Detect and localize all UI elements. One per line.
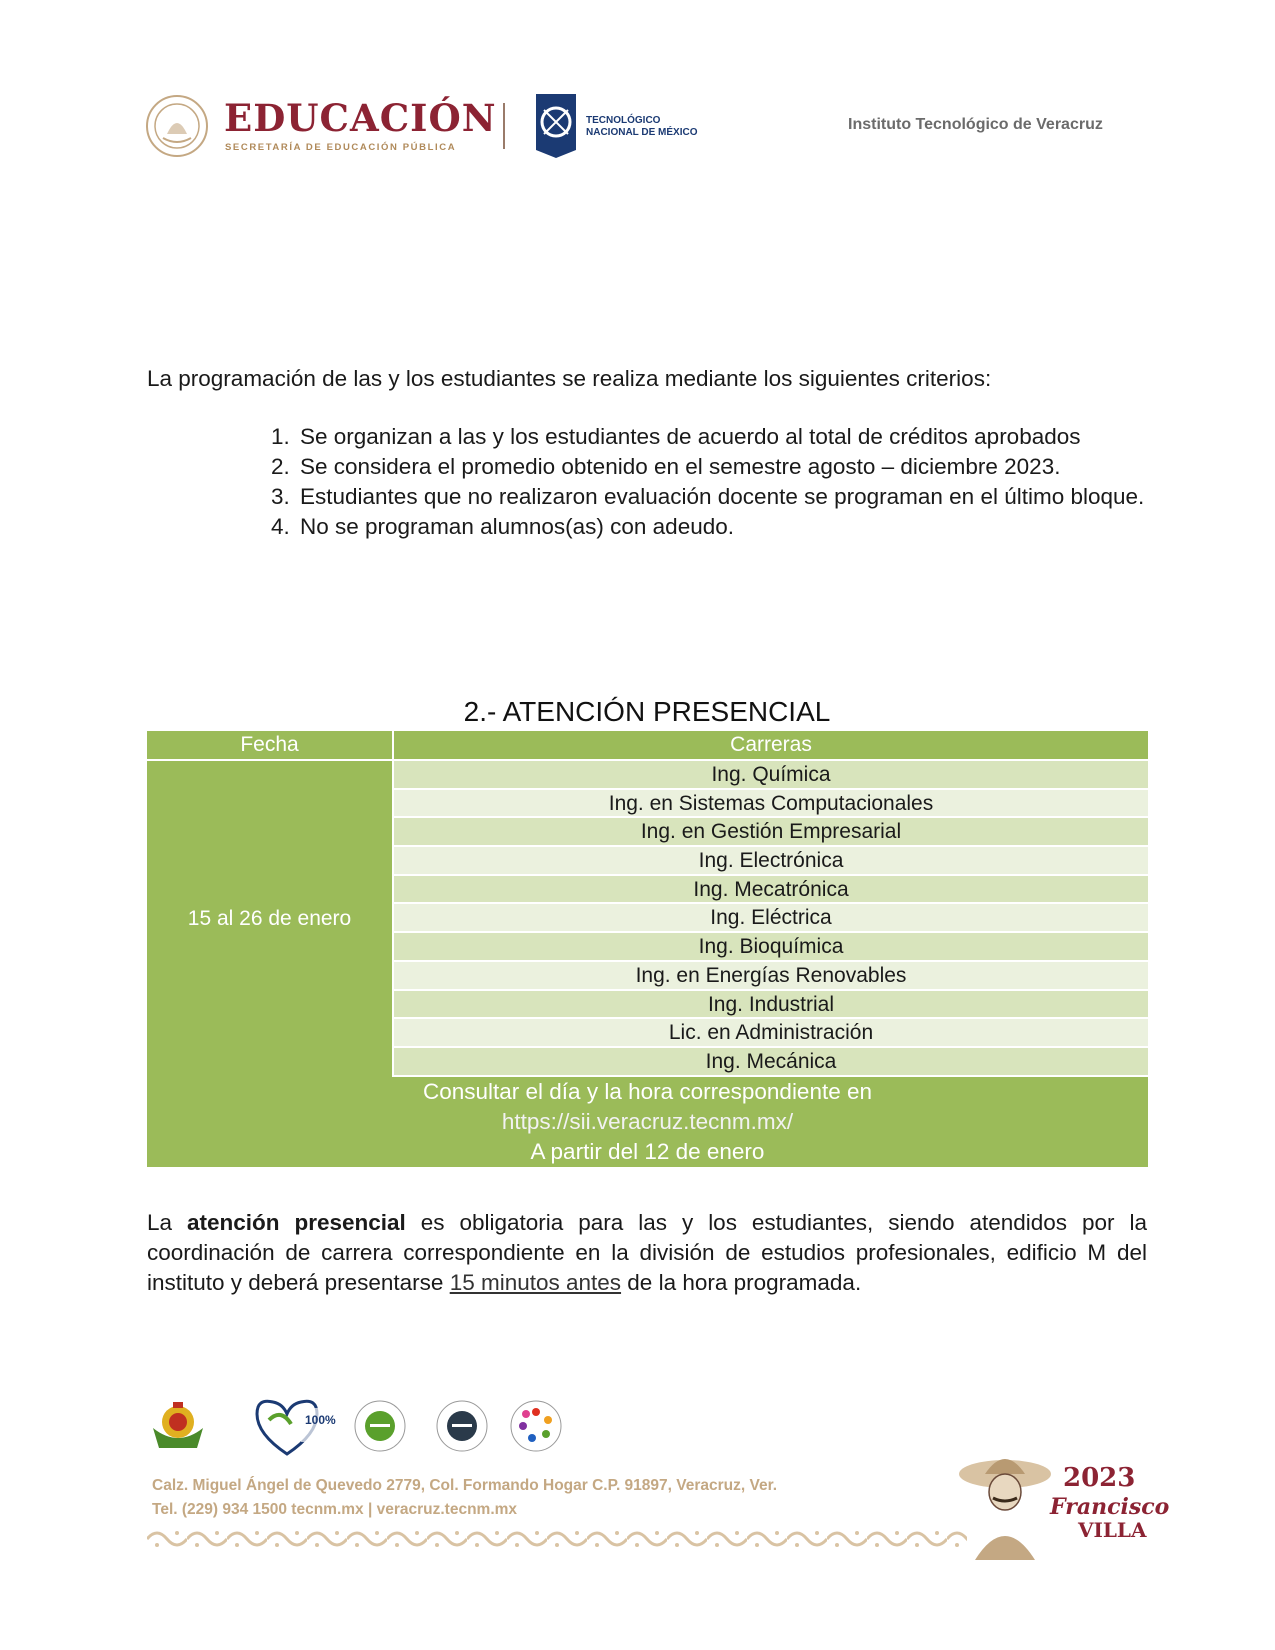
table-row: Lic. en Administración [394, 1019, 1148, 1048]
iso-14001-icon [354, 1400, 406, 1452]
closing-text-2: es obligatoria para las y los estudiantes, siendo atendidos por la coordinación de carrera correspondiente en la división de estudios profesionales, edificio M del instituto y deberá presentarse [147, 1210, 1148, 1295]
table-row: Ing. Química [394, 761, 1148, 790]
table-row: Ing. en Sistemas Computacionales [394, 790, 1148, 819]
iso-9001-icon [436, 1400, 488, 1452]
list-item: 3. Estudiantes que no realizaron evaluación docente se programan en el último bloque. [296, 482, 1192, 512]
year-2023: 2023 [1063, 1463, 1136, 1493]
villa-name-2: VILLA [1078, 1518, 1147, 1542]
table-row: Ing. en Gestión Empresarial [394, 818, 1148, 847]
list-item: 1. Se organizan a las y los estudiantes de acuerdo al total de créditos aprobados [296, 422, 1192, 452]
footer-address [152, 1474, 777, 1522]
tecnm-logo-icon [530, 90, 582, 160]
criteria-list [252, 422, 1192, 542]
closing-underline: 15 minutos antes [449, 1270, 622, 1295]
footer-line1: Consultar el día y la hora correspondiente en [422, 1079, 873, 1104]
table-row: Ing. Electrónica [394, 847, 1148, 876]
list-item: 4. No se programan alumnos(as) con adeudo. [296, 512, 1192, 542]
table-body [147, 759, 1148, 1077]
schedule-table [147, 731, 1148, 1167]
svg-text:100%: 100% [305, 1413, 336, 1427]
closing-text-1: La [147, 1210, 187, 1235]
tecnm-line2: NACIONAL DE MÉXICO [586, 127, 698, 138]
contact-line: Tel. (229) 934 1500 tecnm.mx | veracruz.tecnm.mx [152, 1501, 518, 1518]
edu-subtitle: SECRETARÍA DE EDUCACIÓN PÚBLICA [225, 142, 457, 153]
closing-text-3: de la hora programada. [621, 1270, 862, 1295]
institute-name: Instituto Tecnológico de Veracruz [848, 116, 1103, 133]
itv-logo-icon [147, 1398, 209, 1452]
carreras-column [394, 761, 1148, 1077]
section-title: 2.- ATENCIÓN PRESENCIAL [463, 696, 831, 727]
gender-equality-logo-icon [510, 1400, 562, 1452]
table-row: Ing. en Energías Renovables [394, 962, 1148, 991]
closing-bold: atención presencial [187, 1210, 406, 1235]
table-row: Ing. Mecánica [394, 1048, 1148, 1077]
col-header-fecha: Fecha [147, 731, 394, 759]
address-line: Calz. Miguel Ángel de Quevedo 2779, Col. Formando Hogar C.P. 91897, Veracruz, Ver. [152, 1477, 778, 1494]
table-row: Ing. Mecatrónica [394, 876, 1148, 905]
table-header [147, 731, 1148, 759]
fecha-cell: 15 al 26 de enero [147, 761, 394, 1077]
sii-link[interactable]: https://sii.veracruz.tecnm.mx/ [501, 1109, 794, 1134]
page-header [0, 0, 1275, 180]
tecnm-text [586, 115, 698, 139]
header-divider [503, 103, 505, 149]
villa-name-1: Francisco [1050, 1494, 1170, 1520]
intro-paragraph: La programación de las y los estudiantes se realiza mediante los siguientes criterios: [147, 366, 992, 391]
table-row: Ing. Industrial [394, 991, 1148, 1020]
col-header-carreras: Carreras [730, 733, 812, 756]
table-footer [147, 1077, 1148, 1167]
mexico-seal-icon [145, 94, 209, 158]
edu-title: EDUCACIÓN [224, 96, 497, 140]
plastic-free-logo-icon [247, 1394, 347, 1458]
decorative-pattern-icon [147, 1525, 967, 1553]
table-row: Ing. Eléctrica [394, 904, 1148, 933]
list-item: 2. Se considera el promedio obtenido en el semestre agosto – diciembre 2023. [296, 452, 1192, 482]
footer-line3: A partir del 12 de enero [530, 1139, 765, 1164]
table-row: Ing. Bioquímica [394, 933, 1148, 962]
closing-paragraph [147, 1208, 1147, 1298]
tecnm-line1: TECNOLÓGICO [586, 115, 661, 126]
